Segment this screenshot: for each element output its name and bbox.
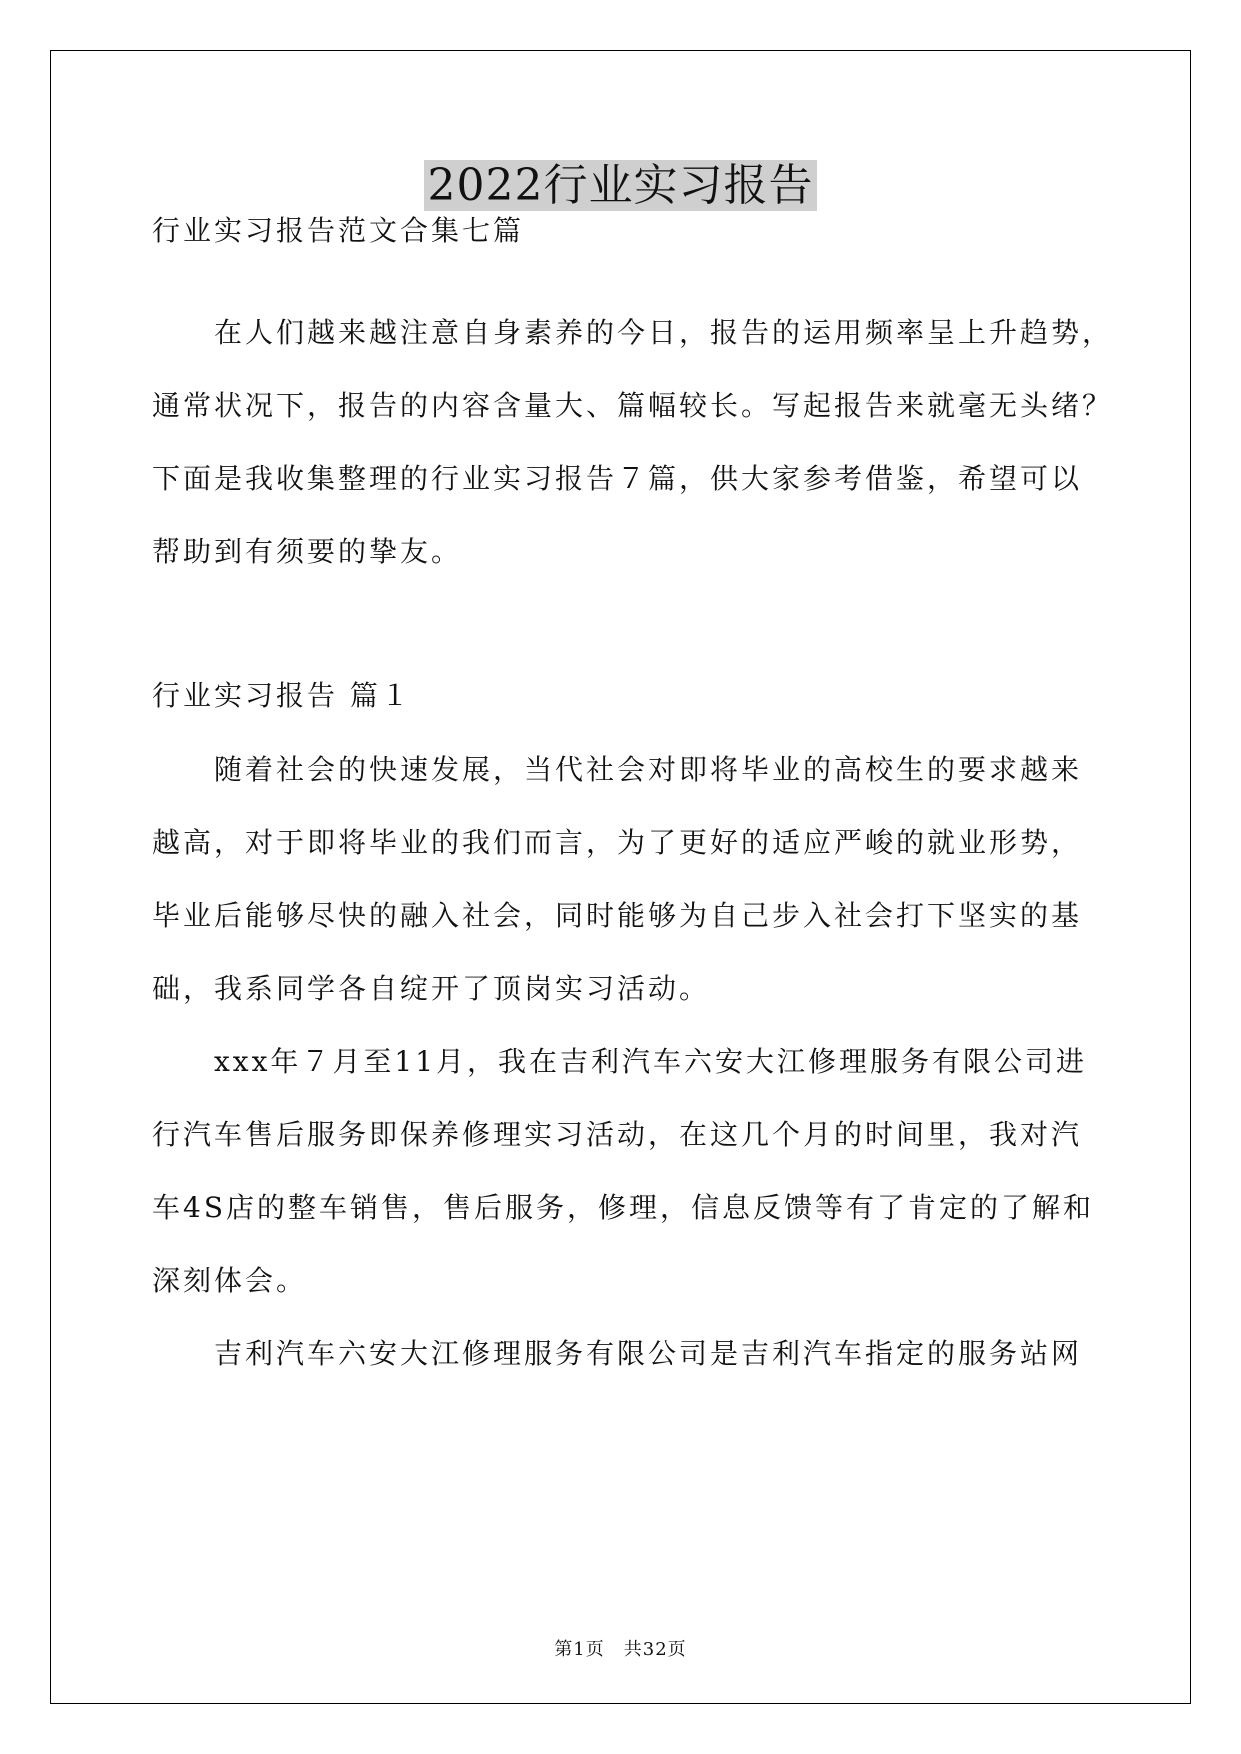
paragraph-line: xxx年７月至11月，我在吉利汽车六安大江修理服务有限公司进 [152, 1045, 1088, 1078]
paragraph-line: 深刻体会。 [152, 1264, 308, 1297]
paragraph-line: 行汽车售后服务即保养修理实习活动，在这几个月的时间里，我对汽 [152, 1118, 1083, 1151]
document-page [50, 50, 1191, 1704]
paragraph-line: 车4S店的整车销售，售后服务，修理，信息反馈等有了肯定的了解和 [152, 1191, 1094, 1224]
paragraph-line: 通常状况下，报告的内容含量大、篇幅较长。写起报告来就毫无头绪？ [152, 389, 1114, 422]
paragraph-line: 帮助到有须要的挚友。 [152, 535, 463, 568]
paragraph-line: 础，我系同学各自绽开了顶岗实习活动。 [152, 972, 711, 1005]
document-title: 2022行业实习报告 [424, 160, 818, 211]
paragraph-line: 随着社会的快速发展，当代社会对即将毕业的高校生的要求越来 [152, 753, 1083, 786]
paragraph-line: 在人们越来越注意自身素养的今日，报告的运用频率呈上升趋势， [152, 316, 1114, 349]
paragraph-line: 越高，对于即将毕业的我们而言，为了更好的适应严峻的就业形势， [152, 826, 1083, 859]
paragraph-line: 下面是我收集整理的行业实习报告７篇，供大家参考借鉴，希望可以 [152, 462, 1083, 495]
section-heading: 行业实习报告 篇１ [152, 679, 412, 712]
paragraph-line: 毕业后能够尽快的融入社会，同时能够为自己步入社会打下坚实的基 [152, 899, 1083, 932]
page-footer: 第1页 共32页 [554, 1639, 687, 1660]
paragraph-line: 吉利汽车六安大江修理服务有限公司是吉利汽车指定的服务站网 [152, 1337, 1083, 1370]
subtitle-line: 行业实习报告范文合集七篇 [152, 214, 525, 247]
document-title-block [51, 156, 1190, 216]
